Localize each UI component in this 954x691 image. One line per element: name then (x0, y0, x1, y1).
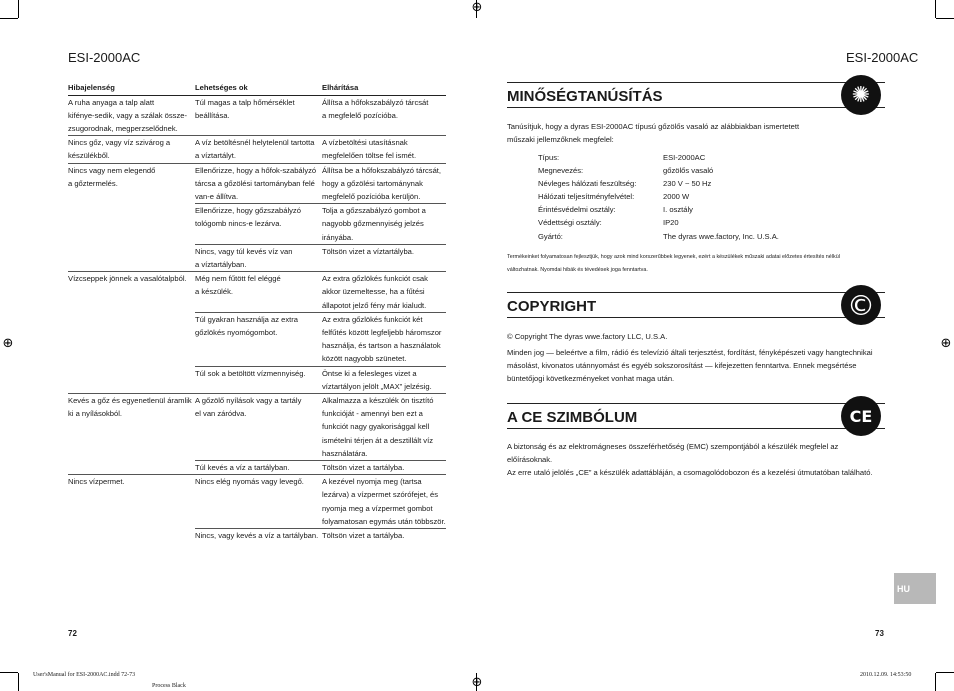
cell-fix: Az extra gőzlökés funkciót csak akkor üzemeltesse, ha a fűtési állapotot jelző fény már kialudt. (322, 272, 446, 313)
ce-section-header (507, 403, 885, 429)
cell-fix: Az extra gőzlökés funkciót két felfűtés között legfeljebb háromszor használja, és tartson a használatok között nagyobb szünetet. (322, 312, 446, 366)
cell-cause: A víz betöltésnél helytelenül tartotta a víztartályt. (195, 136, 322, 163)
ce-mark-icon: CE (841, 396, 881, 436)
spec-key: Védettségi osztály: (538, 218, 602, 228)
cell-symptom: A ruha anyaga a talp alatt kifénye-sedik, vagy a szálak össze- zsugorodnak, megperzselődnek. (68, 97, 188, 133)
table-row (68, 272, 446, 313)
crop-mark (935, 0, 936, 18)
cell-symptom: Kevés a gőz és egyenetlenül áramlik ki a nyílásokból. (68, 393, 195, 460)
table-row (68, 393, 446, 460)
spec-value: gőzölős vasaló (663, 166, 714, 176)
cell-symptom: Nincs vagy nem elegendő a gőztermelés. (68, 163, 195, 204)
table-row (68, 475, 446, 529)
cell-fix: Állítsa be a hőfokszabályzó tárcsát, hogy a gőzölési tartománynak megfelelő pozícióba kerüljön. (322, 163, 446, 204)
spec-value: 230 V ~ 50 Hz (663, 179, 712, 189)
cert-title: MINŐSÉGTANÚSÍTÁS (507, 88, 663, 105)
table-row (68, 136, 446, 163)
crop-mark (0, 18, 18, 19)
cell-fix: Öntse ki a felesleges vizet a víztartályon jelölt „MAX” jelzésig. (322, 366, 446, 393)
crop-mark (935, 673, 936, 691)
spec-row (538, 230, 779, 243)
cell-symptom (68, 366, 195, 393)
table-row (68, 529, 446, 543)
cell-fix: A vízbetöltési utasításnak megfelelően töltse fel ismét. (322, 136, 446, 163)
table-row (68, 163, 446, 204)
cell-symptom (68, 312, 195, 366)
cell-cause: Nincs, vagy túl kevés víz van a víztartályban. (195, 244, 322, 271)
table-row (68, 204, 446, 245)
cell-fix: Tolja a gőzszabályzó gombot a nagyobb gőzmennyiség jelzés irányába. (322, 204, 446, 245)
spec-row (538, 216, 779, 229)
spec-value: ESI-2000AC (663, 153, 706, 162)
cell-fix: Töltsön vizet a víztartályba. (322, 244, 446, 271)
ce-body: A biztonság és az elektromágneses összeférhetőség (EMC) szempontjából a készülék megfelel az előírásoknak. Az erre utaló jelölés „CE” a készülék adattábláján, a csomagolódobozon és a kezelési útmutatóban található. (507, 442, 873, 477)
spec-value: 2000 W (663, 192, 690, 202)
table-row (68, 460, 446, 474)
cert-note: Termékeinket folyamatosan fejlesztjük, hogy azok mind korszerűbbek legyenek, ezért a készülékek műszaki adatai előzetes értesítés nélkül változhatnak. Nyomdai hibák és tévedések joga fenntartva. (507, 254, 840, 273)
spec-row (538, 164, 779, 177)
quality-seal-icon: ✺ (841, 75, 881, 115)
registration-mark-icon: ⊕ (2, 336, 14, 351)
crop-mark (0, 672, 18, 673)
cell-cause: Túl gyakran használja az extra gőzlökés nyomógombot. (195, 312, 322, 366)
left-page-number: 72 (68, 629, 77, 638)
col-header-fix: Elhárítása (322, 81, 446, 95)
cell-symptom: Nincs gőz, vagy víz szivárog a készülékből. (68, 136, 195, 163)
language-tab: HU (894, 573, 936, 604)
cell-cause: Túl kevés a víz a tartályban. (195, 460, 322, 474)
troubleshooting-table (68, 81, 446, 542)
cell-symptom (68, 460, 195, 474)
cert-intro: Tanúsítjuk, hogy a dyras ESI-2000AC típusú gőzölős vasaló az alábbiakban ismertetett műszaki jellemzőknek megfelel: (507, 122, 800, 144)
cert-section-header (507, 82, 885, 108)
footer-timestamp: 2010.12.09. 14:53:50 (860, 672, 912, 678)
spec-key: Típus: (538, 153, 560, 162)
copyright-section-header (507, 288, 885, 322)
spec-value: IP20 (663, 218, 679, 228)
ce-title: A CE SZIMBÓLUM (507, 409, 638, 426)
cell-fix: Alkalmazza a készülék ön tisztító funkcióját - amennyi ben ezt a funkciót nagy gyakorisággal kell ismételni térjen át a desztillált víz használatára. (322, 393, 446, 460)
table-row (68, 312, 446, 366)
spec-row (538, 190, 779, 203)
cell-symptom (68, 244, 195, 271)
spec-key: Hálózati teljesítményfelvétel: (538, 192, 635, 202)
crop-mark (18, 673, 19, 691)
cell-cause: Nincs elég nyomás vagy levegő. (195, 475, 322, 529)
cell-fix: Állítsa a hőfokszabályzó tárcsát a megfelelő pozícióba. (322, 95, 446, 136)
table-row (68, 244, 446, 271)
spec-key: Névleges hálózati feszültség: (538, 179, 637, 189)
copyright-icon: © (841, 285, 881, 325)
registration-mark-icon: ⊕ (471, 0, 483, 15)
spec-row (538, 151, 779, 164)
spec-key: Megnevezés: (538, 166, 584, 176)
spec-list (538, 151, 779, 243)
spec-value: The dyras wwe.factory, Inc. U.S.A. (663, 231, 779, 241)
spec-key: Gyártó: (538, 231, 563, 241)
crop-mark (18, 0, 19, 18)
left-model-header: ESI-2000AC (68, 50, 141, 65)
table-row (68, 366, 446, 393)
cell-cause: Túl sok a betöltött vízmennyiség. (195, 366, 322, 393)
right-model-header: ESI-2000AC (846, 50, 919, 65)
table-row (68, 95, 446, 136)
crop-mark (936, 18, 954, 19)
cell-cause: A gőzölő nyílások vagy a tartály el van záródva. (195, 393, 322, 460)
copyright-title: COPYRIGHT (507, 298, 597, 315)
cell-fix: A kezével nyomja meg (tartsa lezárva) a vízpermet szórófejet, és nyomja meg a vízpermet gombot folyamatosan egymás után többször. (322, 475, 446, 529)
copyright-body: Minden jog — beleértve a film, rádió és televízió általi terjesztést, fordítást, fényképészeti vagy hangtechnikai másolást, kivonatos utánnyomást és egyéb sokszorosítást — kifejezetten fenntartva. Ennek megsértése büntetőjogi következményeket vonhat maga után. (507, 348, 873, 383)
cell-symptom (68, 529, 195, 543)
spec-value: I. osztály (663, 205, 693, 215)
cell-cause: Még nem fűtött fel eléggé a készülék. (195, 272, 322, 313)
right-page-number: 73 (875, 629, 884, 638)
registration-mark-icon: ⊕ (471, 675, 483, 690)
cell-cause: Túl magas a talp hőmérséklet beállítása. (195, 95, 322, 136)
spec-key: Érintésvédelmi osztály: (538, 205, 616, 215)
cell-symptom: Nincs vízpermet. (68, 475, 195, 529)
footer-process: Process Black (152, 683, 186, 689)
cell-fix: Töltsön vizet a tartályba. (322, 460, 446, 474)
cell-cause: Ellenőrizze, hogy a hőfok-szabályzó tárcsa a gőzölési tartományban felé van-e állítva. (195, 163, 322, 204)
cell-cause: Ellenőrizze, hogy gőzszabályzó tológomb nincs-e lezárva. (195, 204, 322, 245)
registration-mark-icon: ⊕ (940, 336, 952, 351)
footer-file-info: User'sManual for ESI-2000AC.indd 72-73 (33, 672, 136, 678)
col-header-cause: Lehetséges ok (195, 81, 322, 95)
spec-row (538, 203, 779, 216)
cell-symptom (68, 204, 195, 245)
crop-mark (936, 672, 954, 673)
spec-row (538, 177, 779, 190)
cell-cause: Nincs, vagy kevés a víz a tartályban. (195, 529, 322, 543)
copyright-line: © Copyright The dyras wwe.factory LLC, U.S.A. (507, 332, 668, 341)
col-header-symptom: Hibajelenség (68, 81, 195, 95)
cell-fix: Töltsön vizet a tartályba. (322, 529, 446, 543)
cell-symptom: Vízcseppek jönnek a vasalótalpból. (68, 272, 195, 313)
